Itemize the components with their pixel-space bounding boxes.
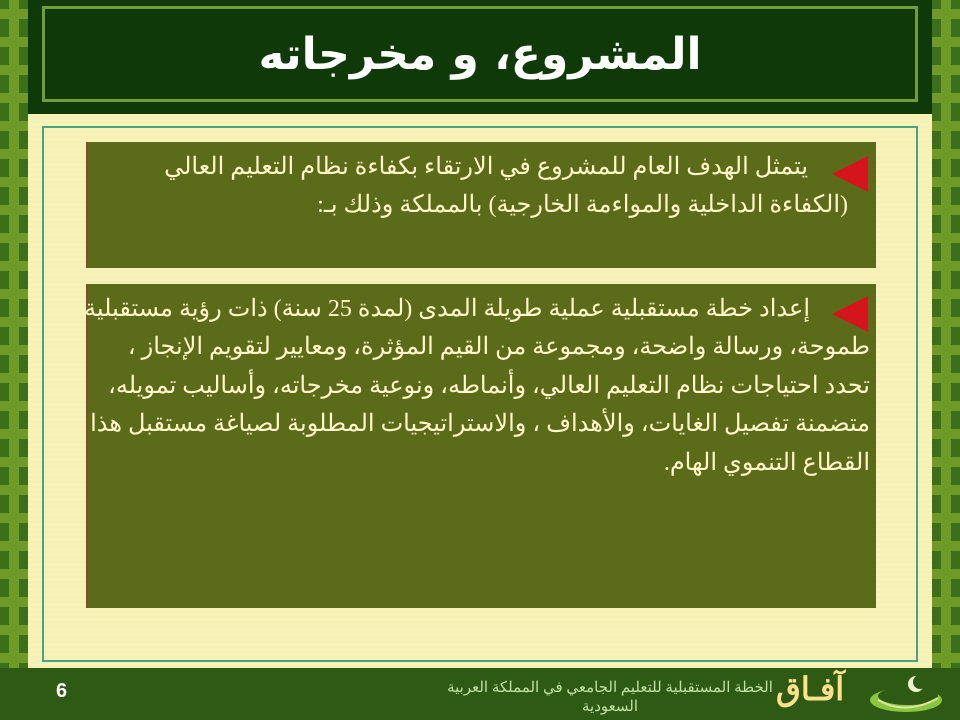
title-frame xyxy=(42,6,918,102)
footer-brand: آفـاق xyxy=(776,671,845,707)
goal-paragraph: يتمثل الهدف العام للمشروع في الارتقاء بكفاءة نظام التعليم العالي (الكفاءة الداخلية والمواءمة الخارجية) بالمملكة وذلك بـ: xyxy=(164,154,848,219)
plan-paragraph: إعداد خطة مستقبلية عملية طويلة المدى (لمدة 25 سنة) ذات رؤية مستقبلية طموحة، ورسالة واضحة، ومجموعة من القيم المؤثرة، ومعايير لتقويم الإنجاز ، تحدد احتياجات نظام التعليم العالي، وأنماطه، ونوعية مخرجاته، وأساليب تمويله، متضمنة تفصيل الغايات، والأهداف ، والاستراتيجيات المطلوبة لصياغة مستقبل هذا القطاع التنموي الهام. xyxy=(84,296,870,476)
page-number: 6 xyxy=(56,680,68,702)
footer-subtitle: الخطة المستقبلية للتعليم الجامعي في المملكة العربية السعودية xyxy=(447,680,773,715)
text-box-goal xyxy=(86,142,876,268)
right-border-pattern xyxy=(932,0,960,668)
slide-title: المشروع، و مخرجاته xyxy=(258,28,702,80)
left-border-pattern xyxy=(0,0,28,668)
crescent-logo-icon xyxy=(858,670,948,718)
text-box-plan xyxy=(86,284,876,608)
